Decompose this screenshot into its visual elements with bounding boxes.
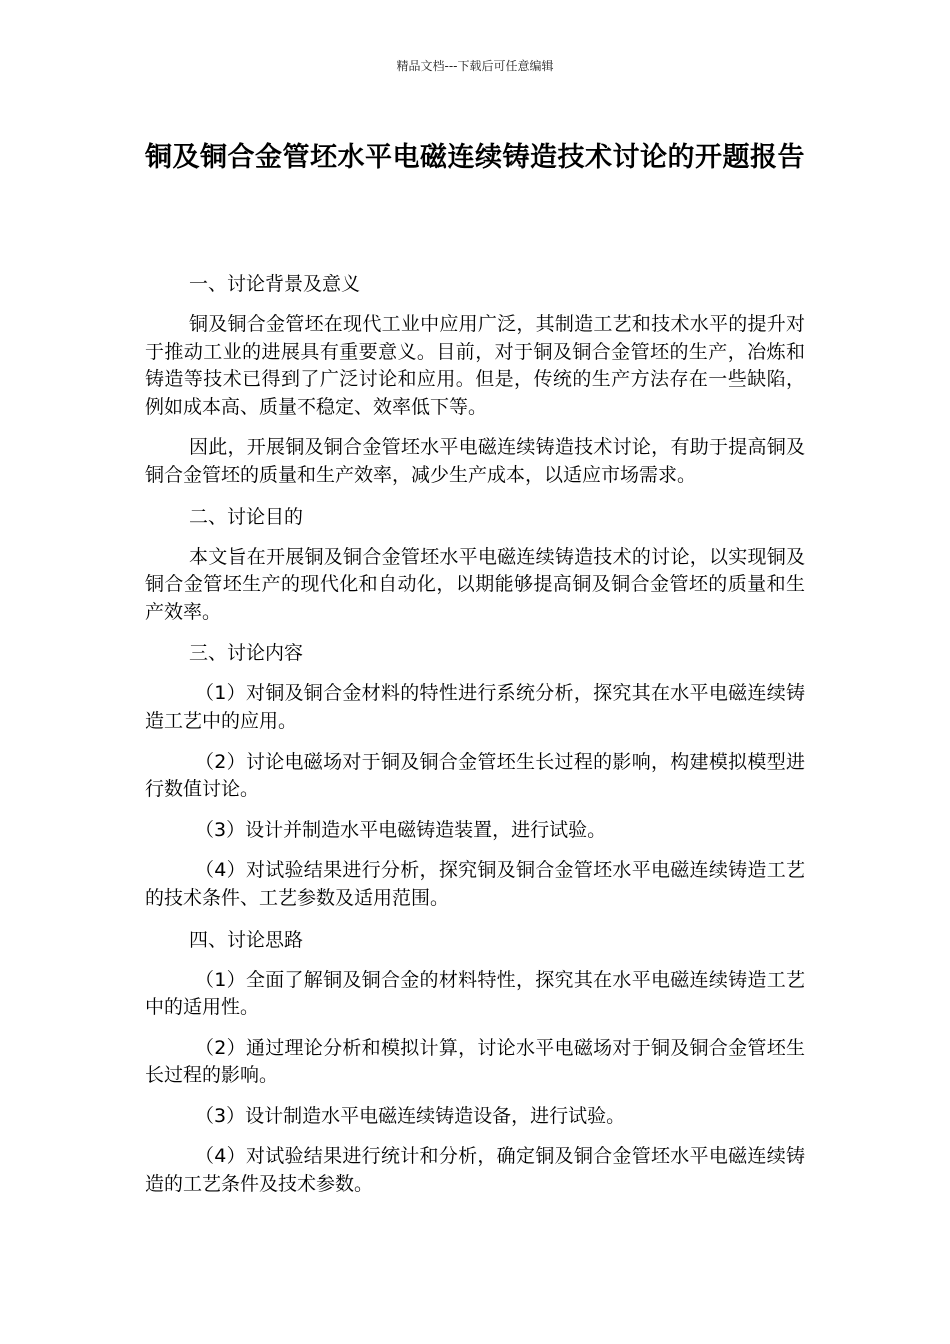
list-item: （2）通过理论分析和模拟计算，讨论水平电磁场对于铜及铜合金管坯生长过程的影响。 — [145, 1036, 805, 1087]
paragraph: 本文旨在开展铜及铜合金管坯水平电磁连续铸造技术的讨论，以实现铜及铜合金管坯生产的现代化和自动化，以期能够提高铜及铜合金管坯的质量和生产效率。 — [145, 545, 805, 623]
list-item: （4）对试验结果进行统计和分析，确定铜及铜合金管坯水平电磁连续铸造的工艺条件及技术参数。 — [145, 1145, 805, 1196]
list-item: （4）对试验结果进行分析，探究铜及铜合金管坯水平电磁连续铸造工艺的技术条件、工艺参数及适用范围。 — [145, 859, 805, 909]
document-body — [145, 270, 805, 1212]
list-item: （3）设计并制造水平电磁铸造装置，进行试验。 — [195, 818, 607, 841]
document-title: 铜及铜合金管坯水平电磁连续铸造技术讨论的开题报告 — [145, 142, 805, 173]
list-item: （1）对铜及铜合金材料的特性进行系统分析，探究其在水平电磁连续铸造工艺中的应用。 — [145, 682, 805, 732]
section-heading: 一、讨论背景及意义 — [189, 273, 361, 295]
page-header: 精品文档---下载后可任意编辑 — [396, 59, 554, 73]
paragraph: 铜及铜合金管坯在现代工业中应用广泛，其制造工艺和技术水平的提升对于推动工业的进展具有重要意义。目前，对于铜及铜合金管坯的生产，冶炼和铸造等技术已得到了广泛讨论和应用。但是，传统的生产方法存在一些缺陷，例如成本高、质量不稳定、效率低下等。 — [145, 313, 805, 418]
list-item: （3）设计制造水平电磁连续铸造设备，进行试验。 — [195, 1104, 626, 1127]
section-heading: 二、讨论目的 — [189, 505, 304, 528]
paragraph: 因此，开展铜及铜合金管坯水平电磁连续铸造技术讨论，有助于提高铜及铜合金管坯的质量和生产效率，减少生产成本，以适应市场需求。 — [145, 436, 805, 486]
list-item: （2）讨论电磁场对于铜及铜合金管坯生长过程的影响，构建模拟模型进行数值讨论。 — [145, 750, 805, 801]
section-heading: 四、讨论思路 — [189, 928, 304, 951]
list-item: （1）全面了解铜及铜合金的材料特性，探究其在水平电磁连续铸造工艺中的适用性。 — [145, 968, 805, 1019]
section-heading: 三、讨论内容 — [189, 642, 304, 665]
